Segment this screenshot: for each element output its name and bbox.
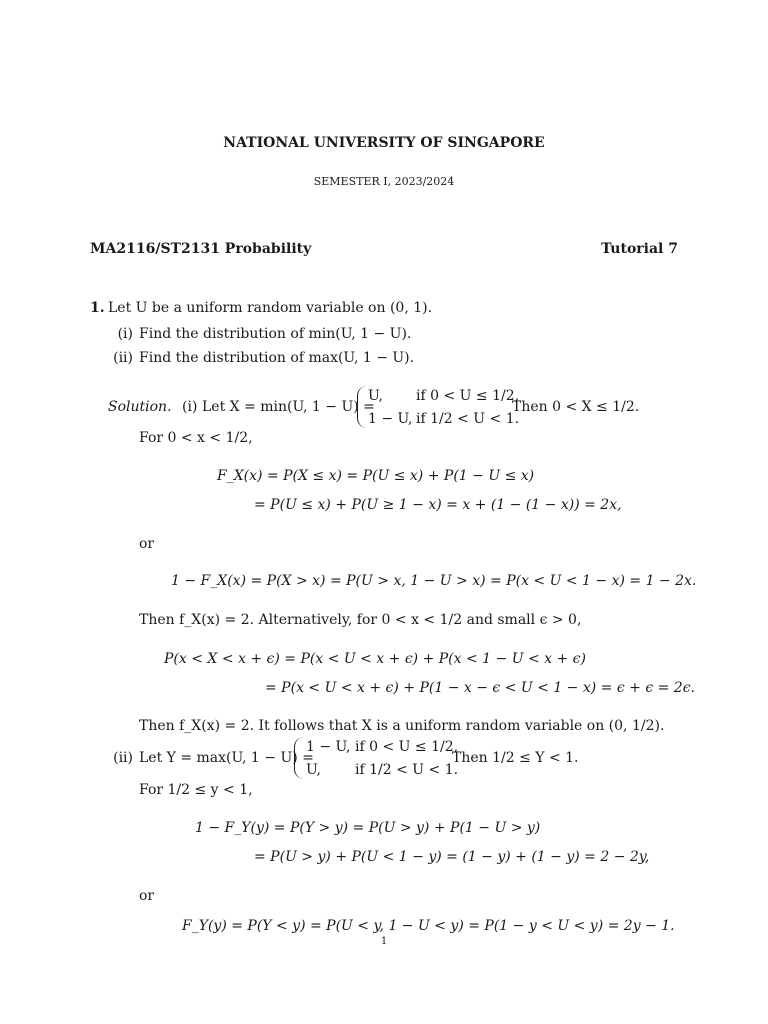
equation-2: 1 − F_X(x) = P(X > x) = P(U > x, 1 − U > x) = P(x < U < 1 − x) = 1 − 2x. <box>171 573 697 589</box>
or-text-2: or <box>139 888 155 904</box>
part-label-ii: (ii) <box>113 350 133 366</box>
equation-3-line-2: = P(x < U < x + ϵ) + P(1 − x − ϵ < U < 1 − x) = ϵ + ϵ = 2ϵ. <box>265 680 695 696</box>
case-ii-2-condition: if 1/2 < U < 1. <box>355 762 459 778</box>
case-i-2-condition: if 1/2 < U < 1. <box>416 411 520 427</box>
range-ii: For 1/2 ≤ y < 1, <box>139 782 253 798</box>
solution-part-i-intro: Let X = min(U, 1 − U) = <box>202 399 375 415</box>
part-text-ii: Find the distribution of max(U, 1 − U). <box>139 350 415 366</box>
part-text-i: Find the distribution of min(U, 1 − U). <box>139 326 412 342</box>
case-ii-1-condition: if 0 < U ≤ 1/2, <box>355 739 459 755</box>
equation-4-line-1: 1 − F_Y(y) = P(Y > y) = P(U > y) + P(1 − U > y) <box>195 820 541 836</box>
equation-1-line-2: = P(U ≤ x) + P(U ≥ 1 − x) = x + (1 − (1 − x)) = 2x, <box>254 497 622 513</box>
left-brace-icon <box>357 386 368 428</box>
alternative-text: Then f_X(x) = 2. Alternatively, for 0 < x < 1/2 and small ϵ > 0, <box>139 612 582 628</box>
or-text-1: or <box>139 536 155 552</box>
equation-1-line-1: F_X(x) = P(X ≤ x) = P(U ≤ x) + P(1 − U ≤ x) <box>217 468 535 484</box>
equation-4-line-2: = P(U > y) + P(U < 1 − y) = (1 − y) + (1 − y) = 2 − 2y, <box>254 849 650 865</box>
solution-part-i-label: (i) <box>182 399 198 415</box>
range-i: For 0 < x < 1/2, <box>139 430 253 446</box>
case-ii-2-value: U, <box>306 762 321 778</box>
solution-part-ii-intro: Let Y = max(U, 1 − U) = <box>139 750 314 766</box>
question-stem: Let U be a uniform random variable on (0, 1). <box>108 300 433 316</box>
left-brace-icon <box>294 737 305 779</box>
conclusion-i: Then f_X(x) = 2. It follows that X is a uniform random variable on (0, 1/2). <box>139 718 665 734</box>
equation-5: F_Y(y) = P(Y < y) = P(U < y, 1 − U < y) = P(1 − y < U < y) = 2y − 1. <box>182 918 675 934</box>
page-number: 1 <box>380 936 388 947</box>
question-number: 1. <box>90 300 105 316</box>
part-i-then: Then 0 < X ≤ 1/2. <box>512 399 640 415</box>
course-title: MA2116/ST2131 Probability <box>90 241 312 257</box>
case-i-2-value: 1 − U, <box>368 411 413 427</box>
equation-3-line-1: P(x < X < x + ϵ) = P(x < U < x + ϵ) + P(x < 1 − U < x + ϵ) <box>164 651 586 667</box>
case-i-1-value: U, <box>368 388 383 404</box>
semester-subtitle: SEMESTER I, 2023/2024 <box>313 175 455 188</box>
tutorial-label: Tutorial 7 <box>601 241 678 257</box>
solution-label: Solution. <box>108 399 172 415</box>
part-label-i: (i) <box>117 326 133 342</box>
solution-part-ii-label: (ii) <box>113 750 133 766</box>
part-ii-then: Then 1/2 ≤ Y < 1. <box>452 750 579 766</box>
case-i-1-condition: if 0 < U ≤ 1/2, <box>416 388 520 404</box>
university-title: NATIONAL UNIVERSITY OF SINGAPORE <box>223 135 545 151</box>
case-ii-1-value: 1 − U, <box>306 739 351 755</box>
